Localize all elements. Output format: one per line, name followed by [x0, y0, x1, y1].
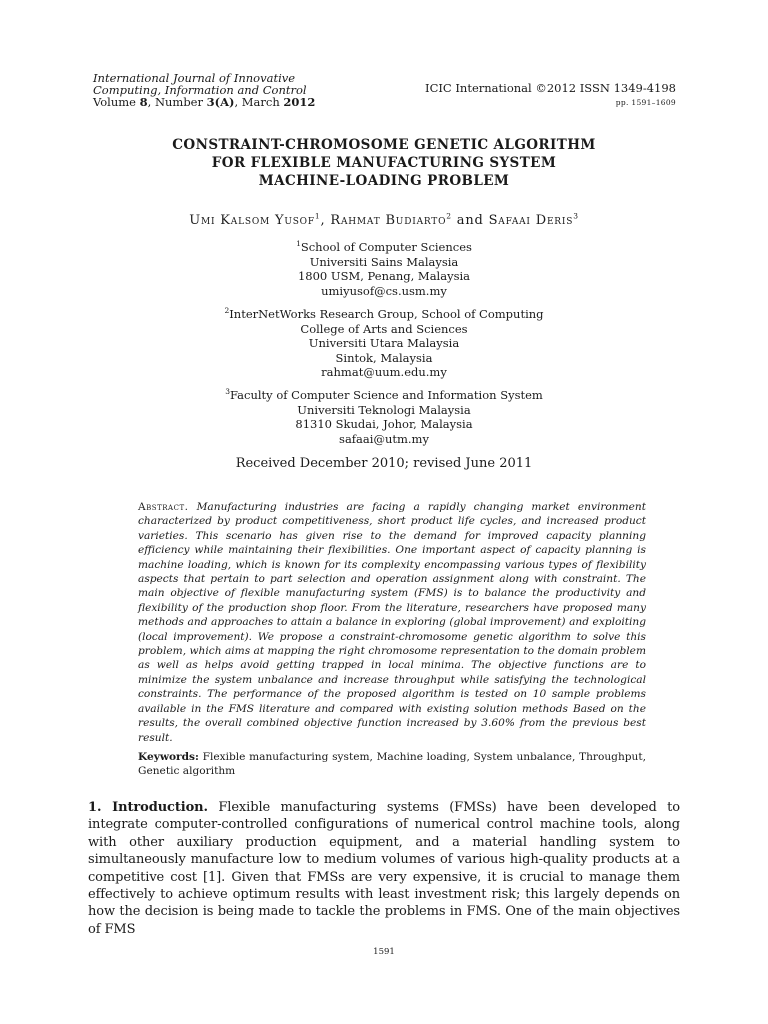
keywords-text: Flexible manufacturing system, Machine loading, System unbalance, Throughput, Genetic algorithm — [138, 751, 646, 778]
author-name: Umi Kalsom Yusof — [189, 213, 315, 228]
affiliation-email: rahmat@uum.edu.my — [321, 365, 447, 379]
received-dates: Received December 2010; revised June 2011 — [235, 456, 533, 471]
affiliation-email: umiyusof@cs.usm.my — [321, 283, 447, 298]
affiliation-mark: 1 — [296, 239, 301, 249]
journal-name-line1: International Journal of Innovative — [93, 71, 296, 85]
title-line: MACHINE-LOADING PROBLEM — [258, 173, 510, 189]
volume: 8 — [139, 95, 148, 109]
affiliation-line: Universiti Sains Malaysia — [309, 254, 459, 269]
affiliation-3 — [0, 388, 768, 446]
publisher-header — [425, 81, 676, 110]
affiliation-mark: 3 — [225, 387, 230, 397]
page-number: 1591 — [373, 947, 395, 957]
affiliation-line: InterNetWorks Research Group, School of Computing — [229, 307, 544, 321]
journal-name-line2: Computing, Information and Control — [93, 83, 307, 97]
introduction-section — [88, 799, 680, 938]
abstract-text: Manufacturing industries are facing a rapidly changing market environment characterized by product competitiveness, short product life cycles, and increased product varieties. This scenario has given rise to the demand for improved capacity planning efficiency while maintaining their flexibilities. One important aspect of capacity planning is machine loading, which is known for its complexity encompassing various types of flexibility aspects that pertain to part selection and operation assignment along with constraint. The main objective of flexible manufacturing system (FMS) is to balance the productivity and flexibility of the production shop floor. From the literature, researchers have proposed many methods and approaches to attain a balance in exploring (global improvement) and exploiting (local improvement). We propose a constraint-chromosome genetic algorithm to solve this problem, which aims at mapping the right chromosome representation to the domain problem as well as helps avoid getting trapped in local minima. The objective functions are to minimize the system unbalance and increase throughput while satisfying the technological constraints. The performance of the proposed algorithm is tested on 10 sample problems available in the FMS literature and compared with existing solution methods Based on the results, the overall combined objective function increased by 3.60% from the previous best result. — [138, 501, 647, 744]
keywords-label: Keywords: — [138, 751, 199, 763]
affiliation-line: College of Arts and Sciences — [300, 321, 468, 336]
author-name: Rahmat Budiarto — [330, 213, 447, 228]
section-text: Flexible manufacturing systems (FMSs) have been developed to integrate computer-controlled configurations of numerical control machine tools, along with other auxiliary production equipment, and a material handling system to simultaneously manufacture low to medium volumes of various high-quality products at a competitive cost [1]. Given that FMSs are very expensive, it is crucial to manage them effectively to achieve optimum results with least investment risk; this largely depends on how the decision is being made to tackle the problems in FMS. One of the main objectives of FMS — [88, 800, 680, 937]
publisher-issn: ICIC International ©2012 ISSN 1349-4198 — [425, 81, 676, 95]
volume-prefix: Volume — [93, 95, 140, 109]
keywords — [138, 750, 646, 779]
abstract — [138, 500, 646, 745]
author-affiliation-mark: 3 — [573, 211, 579, 221]
affiliation-mark: 2 — [224, 306, 230, 316]
paper-title — [0, 136, 768, 190]
affiliation-line: Faculty of Computer Science and Information System — [229, 388, 543, 402]
affiliation-line: Universiti Utara Malaysia — [308, 336, 460, 350]
date-prefix: , March — [234, 95, 284, 109]
affiliation-line: 1800 USM, Penang, Malaysia — [297, 269, 471, 283]
author-affiliation-mark: 1 — [314, 211, 321, 221]
author-separator: and — [451, 213, 489, 228]
journal-header — [93, 72, 315, 108]
affiliation-line: 81310 Skudai, Johor, Malaysia — [295, 417, 473, 431]
affiliation-line: Sintok, Malaysia — [335, 350, 433, 365]
title-line: CONSTRAINT-CHROMOSOME GENETIC ALGORITHM — [172, 137, 596, 153]
title-line: FOR FLEXIBLE MANUFACTURING SYSTEM — [211, 155, 557, 171]
abstract-heading: Abstract. — [138, 501, 189, 513]
issue-number: 3(A) — [206, 95, 235, 109]
year: 2012 — [283, 95, 316, 109]
affiliation-2 — [0, 307, 768, 380]
affiliation-email: safaai@utm.my — [339, 431, 429, 446]
affiliation-1 — [0, 240, 768, 298]
affiliation-line: Universiti Teknologi Malaysia — [297, 402, 471, 417]
number-prefix: , Number — [147, 95, 207, 109]
journal-volume-info — [93, 96, 315, 108]
affiliation-line: School of Computer Sciences — [300, 240, 472, 254]
author-name: Safaai Deris — [488, 213, 574, 228]
page-range: pp. 1591–1609 — [615, 98, 676, 107]
author-affiliation-mark: 2 — [446, 211, 452, 221]
author-separator: , — [320, 213, 331, 228]
author-list — [0, 213, 768, 228]
section-heading: 1. Introduction. — [88, 800, 208, 815]
